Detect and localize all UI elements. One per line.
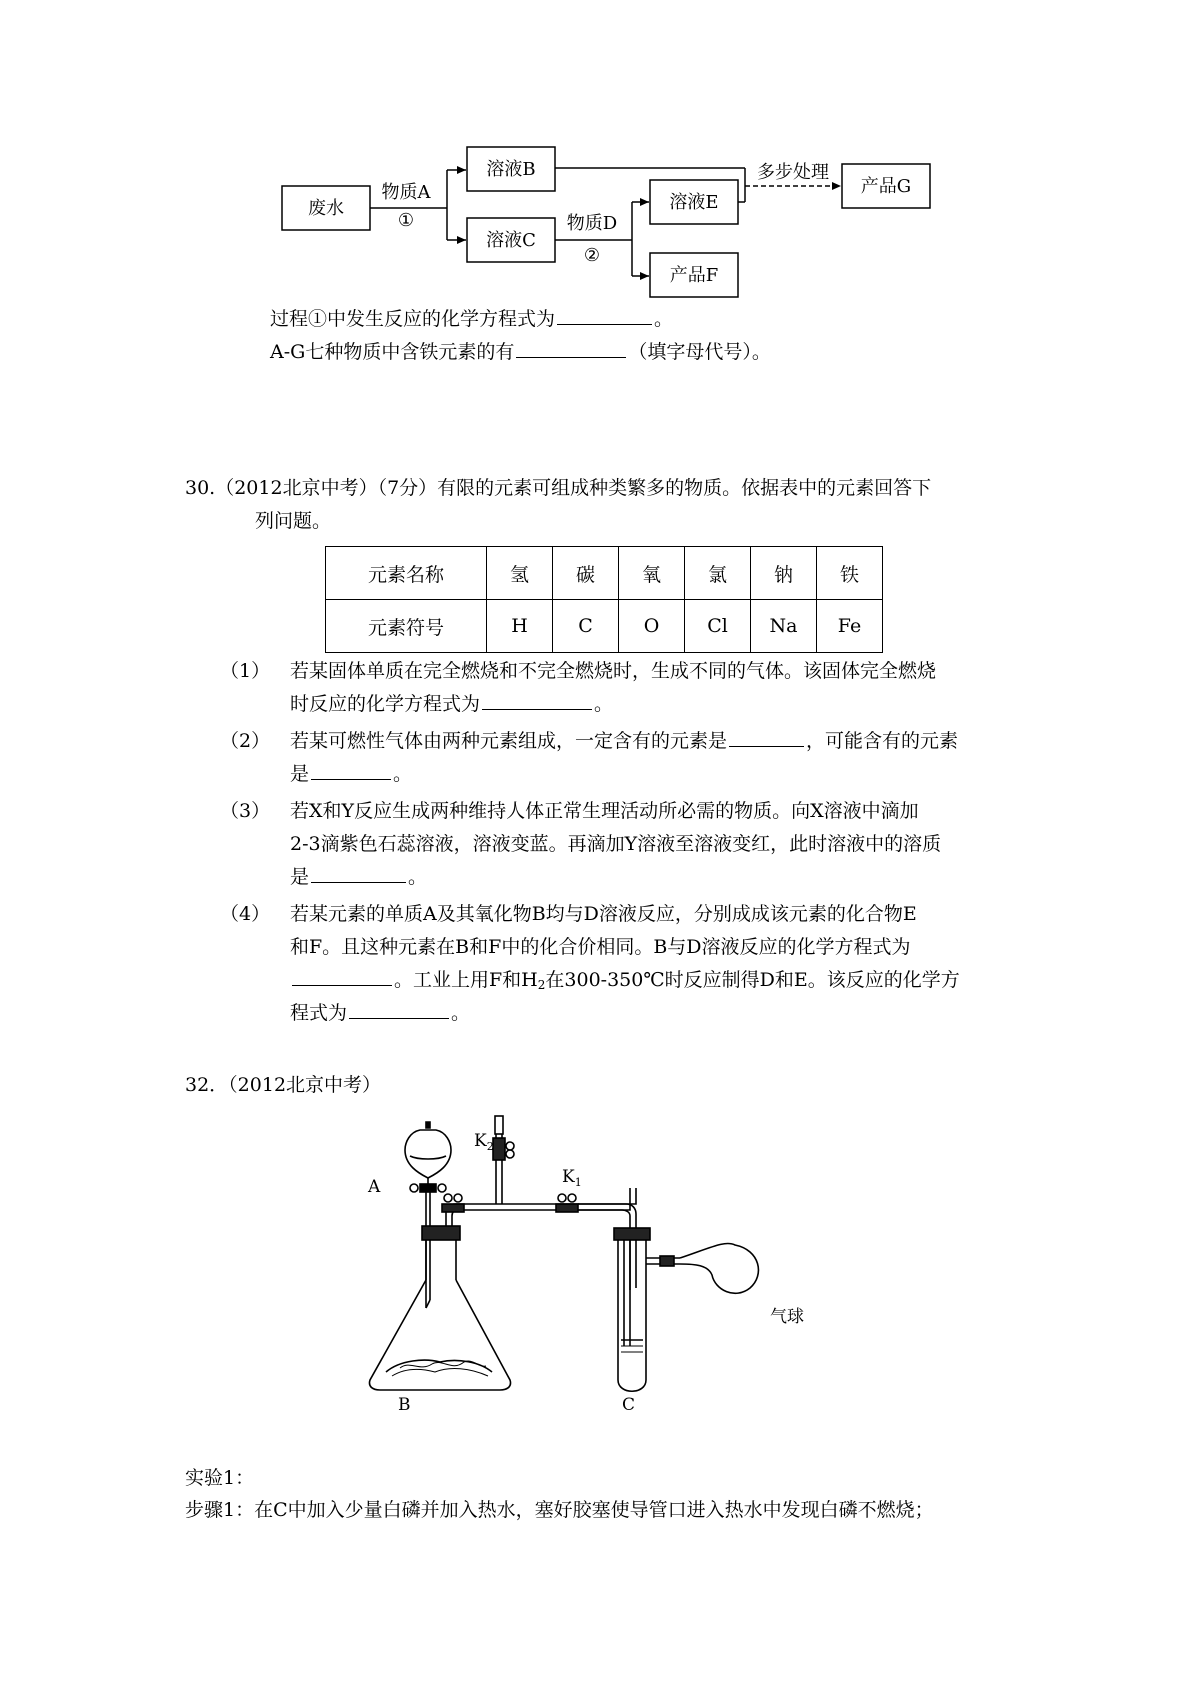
answer-blank[interactable] bbox=[557, 306, 652, 325]
answer-blank[interactable] bbox=[729, 728, 804, 747]
label-multi-step: 多步处理 bbox=[757, 162, 829, 183]
exp1-title: 实验1： bbox=[185, 1467, 255, 1489]
table-cell: Fe bbox=[817, 600, 883, 653]
q30-sub3-line3: 是 。 bbox=[290, 866, 428, 888]
q30-sub1-line2: 时反应的化学方程式为 。 bbox=[290, 693, 614, 715]
table-cell: Na bbox=[751, 600, 817, 653]
q30-sub4-line2: 和F。且这种元素在B和F中的化合价相同。B与D溶液反应的化学方程式为 bbox=[290, 936, 911, 958]
table-cell: 钠 bbox=[751, 547, 817, 600]
table-cell: Cl bbox=[685, 600, 751, 653]
label-solution-e: 溶液E bbox=[669, 192, 719, 213]
q30-sub4-line1: 若某元素的单质A及其氧化物B均与D溶液反应，分别成成该元素的化合物E bbox=[290, 903, 917, 925]
q30-sub4-num: （4） bbox=[220, 903, 271, 925]
q30-sub3-num: （3） bbox=[220, 800, 271, 822]
q30-sub2-line1: 若某可燃性气体由两种元素组成，一定含有的元素是 ，可能含有的元素 bbox=[290, 730, 959, 752]
q30-sub3-line2: 2-3滴紫色石蕊溶液，溶液变蓝。再滴加Y溶液至溶液变红，此时溶液中的溶质 bbox=[290, 833, 942, 855]
label-solution-c: 溶液C bbox=[486, 230, 536, 251]
q30-intro-line1: 30.（2012北京中考）（7分）有限的元素可组成种类繁多的物质。依据表中的元素回答下 bbox=[185, 477, 932, 499]
q30-sub1-line1: 若某固体单质在完全燃烧和不完全燃烧时，生成不同的气体。该固体完全燃烧 bbox=[290, 660, 937, 682]
apparatus-diagram bbox=[340, 1110, 860, 1410]
label-c: C bbox=[622, 1395, 636, 1410]
label-substance-d: 物质D bbox=[566, 213, 618, 234]
label-a: A bbox=[368, 1177, 381, 1197]
exp1-step1: 步骤1：在C中加入少量白磷并加入热水，塞好胶塞使导管口进入热水中发现白磷不燃烧； bbox=[185, 1499, 934, 1521]
label-product-f: 产品F bbox=[669, 265, 719, 286]
label-step2: ② bbox=[583, 245, 601, 266]
q29-line2: A-G七种物质中含铁元素的有 （填字母代号）。 bbox=[270, 341, 771, 363]
table-cell: 铁 bbox=[817, 547, 883, 600]
q30-sub3-line1: 若X和Y反应生成两种维持人体正常生理活动所必需的物质。向X溶液中滴加 bbox=[290, 800, 919, 822]
q30-sub4-line4: 程式为 。 bbox=[290, 1002, 471, 1024]
table-cell: 氢 bbox=[487, 547, 553, 600]
label-balloon: 气球 bbox=[770, 1307, 804, 1327]
label-solution-b: 溶液B bbox=[486, 159, 536, 180]
answer-blank[interactable] bbox=[311, 761, 391, 780]
q30-intro-line2: 列问题。 bbox=[255, 510, 332, 532]
q30-sub4-line3: 。工业上用F和$H_2$在300-350℃时反应制得D和E。该反应的化学方 bbox=[290, 967, 960, 998]
table-cell: 氧 bbox=[619, 547, 685, 600]
label-product-g: 产品G bbox=[860, 176, 912, 197]
q30-sub2-num: （2） bbox=[220, 730, 271, 752]
q30-sub2-line2: 是 。 bbox=[290, 763, 413, 785]
row-header-name: 元素名称 bbox=[326, 547, 487, 600]
table-row bbox=[326, 547, 883, 600]
label-step1: ① bbox=[397, 210, 415, 231]
answer-blank[interactable] bbox=[311, 864, 406, 883]
q32-header: 32．（2012北京中考） bbox=[185, 1074, 382, 1096]
answer-blank[interactable] bbox=[292, 967, 392, 986]
label-b: B bbox=[398, 1395, 411, 1410]
table-cell: O bbox=[619, 600, 685, 653]
element-table bbox=[325, 546, 883, 653]
row-header-symbol: 元素符号 bbox=[326, 600, 487, 653]
answer-blank[interactable] bbox=[516, 339, 626, 358]
label-substance-a: 物质A bbox=[381, 182, 431, 203]
label-wastewater: 废水 bbox=[308, 198, 344, 219]
table-cell: C bbox=[553, 600, 619, 653]
q29-line1: 过程①中发生反应的化学方程式为 。 bbox=[270, 308, 674, 330]
process-flowchart bbox=[0, 0, 1200, 320]
table-row bbox=[326, 600, 883, 653]
table-cell: H bbox=[487, 600, 553, 653]
q30-sub1-num: （1） bbox=[220, 660, 271, 682]
answer-blank[interactable] bbox=[482, 691, 592, 710]
label-k2: $K_2$ bbox=[474, 1131, 494, 1153]
table-cell: 碳 bbox=[553, 547, 619, 600]
table-cell: 氯 bbox=[685, 547, 751, 600]
answer-blank[interactable] bbox=[349, 1000, 449, 1019]
label-k1: $K_1$ bbox=[562, 1167, 582, 1189]
